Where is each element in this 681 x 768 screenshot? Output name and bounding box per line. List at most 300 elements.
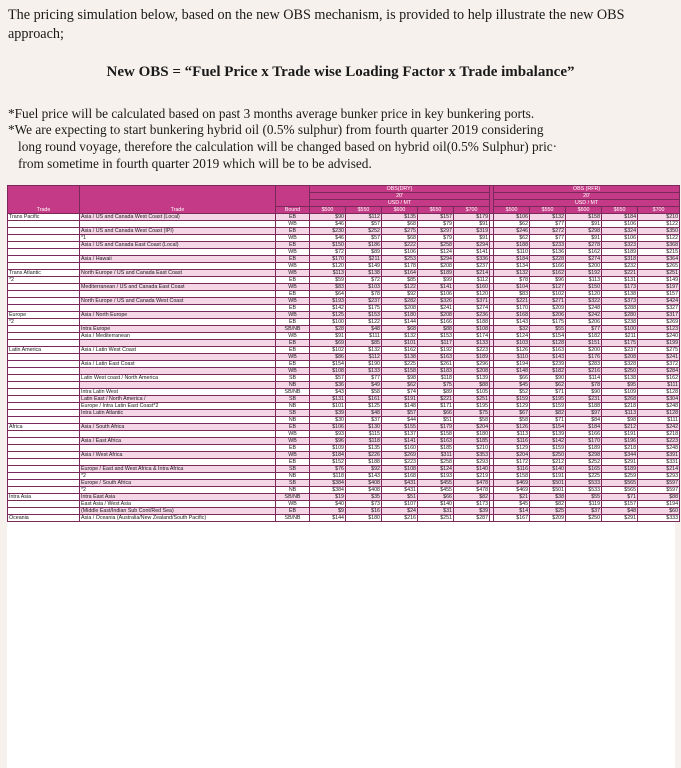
rfr-price-cell: $143 — [530, 354, 566, 361]
rfr-price-cell: $317 — [638, 312, 680, 319]
header-trade-region: Trade — [8, 186, 80, 214]
rfr-price-cell: $138 — [602, 291, 638, 298]
dry-price-cell: $297 — [418, 228, 454, 235]
trade-region-cell — [8, 340, 80, 347]
dry-price-cell: $77 — [346, 375, 382, 382]
rfr-price-cell: $322 — [566, 298, 602, 305]
dry-price-cell: $118 — [346, 438, 382, 445]
dry-price-cell: $287 — [454, 515, 490, 522]
rfr-price-cell: $212 — [602, 424, 638, 431]
rfr-price-cell: $48 — [602, 508, 638, 515]
rfr-price-cell: $533 — [566, 487, 602, 494]
dry-price-cell: $66 — [418, 494, 454, 501]
trade-region-cell: Oceania — [8, 515, 80, 522]
dry-price-cell: $99 — [418, 277, 454, 284]
trade-region-cell: Africa — [8, 424, 80, 431]
trade-region-cell — [8, 396, 80, 403]
rfr-price-cell: $200 — [566, 263, 602, 270]
rfr-price-cell: $323 — [602, 242, 638, 249]
dry-price-cell: $353 — [454, 452, 490, 459]
table-row — [8, 312, 680, 319]
dry-price-cell: $40 — [310, 501, 346, 508]
dry-price-cell: $164 — [382, 270, 418, 277]
dry-price-cell: $158 — [382, 368, 418, 375]
trade-region-cell: Intra Asia — [8, 494, 80, 501]
dry-price-cell: $261 — [418, 361, 454, 368]
table-row — [8, 431, 680, 438]
trade-lane-cell: Europe / South Africa — [80, 480, 276, 487]
dry-price-cell: $125 — [310, 312, 346, 319]
rfr-price-cell: $170 — [566, 438, 602, 445]
trade-lane-cell: Intra Latin Atlantic — [80, 410, 276, 417]
rfr-price-cell: $214 — [638, 466, 680, 473]
dry-price-cell: $192 — [418, 347, 454, 354]
dry-price-cell: $251 — [454, 396, 490, 403]
dry-price-cell: $106 — [418, 291, 454, 298]
rfr-price-cell: $157 — [602, 501, 638, 508]
table-row — [8, 494, 680, 501]
rfr-price-cell: $250 — [566, 515, 602, 522]
rfr-price-cell: $565 — [602, 487, 638, 494]
dry-price-cell: $294 — [418, 256, 454, 263]
rfr-price-cell: $45 — [494, 382, 530, 389]
rfr-price-cell: $170 — [494, 305, 530, 312]
rfr-price-cell: $128 — [638, 410, 680, 417]
table-row — [8, 242, 680, 249]
rfr-price-cell: $98 — [602, 417, 638, 424]
trade-lane-cell: Asia / West Africa — [80, 452, 276, 459]
rfr-price-cell: $166 — [530, 263, 566, 270]
dry-price-cell: $226 — [346, 452, 382, 459]
rfr-price-cell: $154 — [530, 333, 566, 340]
rfr-price-cell: $162 — [566, 249, 602, 256]
rfr-price-cell: $88 — [638, 494, 680, 501]
rfr-price-cell: $37 — [566, 508, 602, 515]
rfr-price-cell: $288 — [602, 305, 638, 312]
rfr-price-cell: $188 — [494, 242, 530, 249]
rfr-price-cell: $372 — [638, 361, 680, 368]
dry-price-cell: $163 — [418, 438, 454, 445]
dry-price-cell: $138 — [346, 270, 382, 277]
table-row — [8, 375, 680, 382]
rfr-price-cell: $218 — [602, 445, 638, 452]
trade-lane-cell: North Europe / US and Canada West Coast — [80, 298, 276, 305]
trade-lane-cell: Europe / Intra Latin East Coast*2 — [80, 403, 276, 410]
rfr-price-cell: $333 — [638, 515, 680, 522]
dry-price-cell: $160 — [454, 284, 490, 291]
table-row — [8, 354, 680, 361]
rfr-price-cell: $113 — [494, 431, 530, 438]
dry-price-cell: $140 — [418, 501, 454, 508]
dry-price-cell: $89 — [418, 389, 454, 396]
dry-price-cell: $222 — [382, 242, 418, 249]
trade-region-cell — [8, 431, 80, 438]
dry-price-cell: $118 — [418, 375, 454, 382]
dry-price-cell: $141 — [454, 249, 490, 256]
dry-price-cell: $161 — [346, 396, 382, 403]
rfr-price-cell: $248 — [566, 305, 602, 312]
rfr-price-cell: $100 — [602, 326, 638, 333]
rfr-price-cell: $246 — [494, 228, 530, 235]
bound-cell: NB — [276, 417, 310, 424]
table-row — [8, 326, 680, 333]
dry-price-cell: $91 — [454, 235, 490, 242]
dry-price-cell: $93 — [310, 431, 346, 438]
dry-price-cell: $75 — [418, 382, 454, 389]
dry-price-cell: $157 — [418, 214, 454, 221]
dry-price-cell: $195 — [454, 403, 490, 410]
table-row — [8, 382, 680, 389]
trade-region-cell — [8, 242, 80, 249]
bound-cell: EB — [276, 277, 310, 284]
dry-price-cell: $216 — [382, 515, 418, 522]
rfr-price-cell: $233 — [530, 242, 566, 249]
rfr-price-cell: $232 — [602, 263, 638, 270]
dry-price-cell: $455 — [418, 487, 454, 494]
dry-price-cell: $39 — [310, 410, 346, 417]
rfr-price-cell: $501 — [530, 487, 566, 494]
dry-price-cell: $117 — [418, 340, 454, 347]
dry-price-cell: $124 — [418, 249, 454, 256]
rfr-price-cell: $265 — [638, 263, 680, 270]
table-row — [8, 368, 680, 375]
trade-region-cell: *2 — [8, 319, 80, 326]
dry-price-cell: $223 — [382, 459, 418, 466]
dry-price-cell: $74 — [382, 389, 418, 396]
trade-region-cell — [8, 333, 80, 340]
dry-price-cell: $155 — [382, 424, 418, 431]
rfr-price-cell: $113 — [602, 410, 638, 417]
rfr-price-cell: $184 — [566, 424, 602, 431]
dry-price-cell: $76 — [310, 466, 346, 473]
rfr-price-cell: $271 — [530, 298, 566, 305]
dry-price-cell: $179 — [418, 424, 454, 431]
dry-price-cell: $135 — [346, 445, 382, 452]
rfr-price-cell: $221 — [494, 298, 530, 305]
dry-price-cell: $141 — [418, 284, 454, 291]
dry-price-cell: $408 — [346, 480, 382, 487]
dry-price-cell: $112 — [346, 214, 382, 221]
rfr-price-cell: $212 — [530, 459, 566, 466]
table-row — [8, 249, 680, 256]
dry-price-cell: $237 — [454, 263, 490, 270]
trade-lane-cell: *1 — [80, 235, 276, 242]
rfr-price-cell: $128 — [638, 389, 680, 396]
trade-region-cell — [8, 487, 80, 494]
trade-region-cell: Europe — [8, 312, 80, 319]
bound-cell: WB — [276, 284, 310, 291]
dry-price-cell: $135 — [382, 214, 418, 221]
dry-price-cell: $179 — [454, 214, 490, 221]
bound-cell: WB — [276, 312, 310, 319]
rfr-price-cell: $126 — [494, 424, 530, 431]
rfr-price-cell: $251 — [638, 270, 680, 277]
rfr-price-cell: $91 — [566, 221, 602, 228]
note-hybrid-oil-3: from sometime in fourth quarter 2019 which will be to be advised. — [18, 156, 372, 171]
trade-region-cell — [8, 221, 80, 228]
rfr-price-cell: $241 — [638, 354, 680, 361]
dry-price-cell: $258 — [418, 459, 454, 466]
rfr-price-cell: $84 — [566, 417, 602, 424]
trade-region-cell — [8, 508, 80, 515]
dry-price-cell: $106 — [310, 424, 346, 431]
rfr-price-cell: $221 — [602, 270, 638, 277]
header-trade: Trade — [80, 186, 276, 214]
trade-lane-cell: Intra East Asia — [80, 494, 276, 501]
rfr-price-cell: $55 — [566, 494, 602, 501]
rfr-price-cell: $62 — [494, 235, 530, 242]
dry-price-cell: $111 — [346, 333, 382, 340]
bound-cell: SB — [276, 410, 310, 417]
dry-price-cell: $237 — [346, 298, 382, 305]
bound-cell: SB/NB — [276, 389, 310, 396]
rfr-price-cell: $154 — [530, 424, 566, 431]
trade-lane-cell: Asia / Latin East Coast — [80, 361, 276, 368]
dry-price-cell: $113 — [310, 270, 346, 277]
rfr-price-cell: $194 — [638, 501, 680, 508]
rfr-price-cell: $304 — [638, 396, 680, 403]
dry-price-cell: $153 — [418, 333, 454, 340]
trade-region-cell — [8, 438, 80, 445]
dry-price-cell: $78 — [346, 291, 382, 298]
dry-price-cell: $72 — [346, 277, 382, 284]
table-row — [8, 403, 680, 410]
rfr-price-cell: $272 — [530, 228, 566, 235]
table-row — [8, 459, 680, 466]
rfr-price-cell: $469 — [494, 487, 530, 494]
header-price-dry-2: $600 — [382, 207, 418, 214]
rfr-price-cell: $82 — [530, 410, 566, 417]
rfr-price-cell: $216 — [566, 368, 602, 375]
dry-price-cell: $210 — [454, 445, 490, 452]
dry-price-cell: $122 — [346, 319, 382, 326]
table-body — [8, 214, 680, 522]
rfr-price-cell: $25 — [530, 508, 566, 515]
dry-price-cell: $282 — [382, 298, 418, 305]
dry-price-cell: $122 — [382, 284, 418, 291]
dry-price-cell: $241 — [418, 305, 454, 312]
dry-price-cell: $90 — [310, 214, 346, 221]
dry-price-cell: $163 — [418, 354, 454, 361]
rfr-price-cell: $197 — [638, 284, 680, 291]
rfr-price-cell: $113 — [566, 277, 602, 284]
rfr-price-cell: $38 — [530, 494, 566, 501]
table-row — [8, 389, 680, 396]
table-header — [8, 186, 680, 214]
rfr-price-cell: $136 — [530, 249, 566, 256]
table-row — [8, 256, 680, 263]
dry-price-cell: $48 — [346, 326, 382, 333]
trade-region-cell — [8, 284, 80, 291]
note-hybrid-oil-1: *We are expecting to start bunkering hybrid oil (0.5% sulphur) from fourth quarter 2019 considering — [8, 122, 544, 137]
dry-price-cell: $108 — [382, 466, 418, 473]
rfr-price-cell: $120 — [566, 291, 602, 298]
trade-lane-cell: (Middle East/Indian Sub Cont/Red Sea) — [80, 508, 276, 515]
bound-cell: SB — [276, 480, 310, 487]
dry-price-cell: $236 — [454, 312, 490, 319]
dry-price-cell: $166 — [418, 319, 454, 326]
table-row — [8, 424, 680, 431]
bound-cell: SB — [276, 466, 310, 473]
dry-price-cell: $112 — [346, 354, 382, 361]
dry-price-cell: $16 — [346, 508, 382, 515]
table-row — [8, 270, 680, 277]
bound-cell: SB/NB — [276, 326, 310, 333]
dry-price-cell: $64 — [310, 291, 346, 298]
dry-price-cell: $43 — [310, 389, 346, 396]
trade-lane-cell: Asia / Mediterranean — [80, 333, 276, 340]
dry-price-cell: $109 — [310, 445, 346, 452]
dry-price-cell: $144 — [310, 515, 346, 522]
dry-price-cell: $150 — [310, 242, 346, 249]
dry-price-cell: $120 — [310, 263, 346, 270]
dry-price-cell: $124 — [418, 466, 454, 473]
trade-lane-cell — [80, 459, 276, 466]
dry-price-cell: $208 — [382, 305, 418, 312]
trade-region-cell — [8, 445, 80, 452]
rfr-price-cell: $58 — [494, 417, 530, 424]
rfr-price-cell: $111 — [638, 382, 680, 389]
rfr-price-cell: $142 — [530, 438, 566, 445]
rfr-price-cell: $67 — [494, 410, 530, 417]
rfr-price-cell: $280 — [602, 312, 638, 319]
rfr-price-cell: $223 — [638, 438, 680, 445]
trade-region-cell — [8, 501, 80, 508]
dry-price-cell: $230 — [310, 228, 346, 235]
dry-price-cell: $311 — [418, 452, 454, 459]
trade-lane-cell — [80, 417, 276, 424]
obs-formula: New OBS = “Fuel Price x Trade wise Loading Factor x Trade imbalance” — [106, 64, 575, 80]
dry-price-cell: $36 — [310, 382, 346, 389]
trade-lane-cell: Asia / Oceania (Australia/New Zealand/South Pacific) — [80, 515, 276, 522]
table-row — [8, 340, 680, 347]
header-obs-dry: OBS(DRY) — [310, 186, 490, 193]
rfr-price-cell: $129 — [494, 403, 530, 410]
dry-price-cell: $186 — [346, 242, 382, 249]
bound-cell: EB — [276, 340, 310, 347]
rfr-price-cell: $21 — [494, 494, 530, 501]
rfr-price-cell: $278 — [566, 242, 602, 249]
bound-cell: EB — [276, 347, 310, 354]
dry-price-cell: $57 — [346, 221, 382, 228]
dry-price-cell: $103 — [346, 284, 382, 291]
table-row — [8, 417, 680, 424]
rfr-price-cell: $132 — [494, 270, 530, 277]
rfr-price-cell: $111 — [638, 417, 680, 424]
dry-price-cell: $251 — [418, 515, 454, 522]
rfr-price-cell: $237 — [602, 347, 638, 354]
rfr-price-cell: $242 — [638, 424, 680, 431]
dry-price-cell: $211 — [346, 256, 382, 263]
dry-price-cell: $174 — [454, 333, 490, 340]
rfr-price-cell: $168 — [494, 312, 530, 319]
rfr-price-cell: $90 — [530, 375, 566, 382]
bound-cell: WB — [276, 249, 310, 256]
dry-price-cell: $58 — [346, 389, 382, 396]
dry-price-cell: $132 — [382, 333, 418, 340]
trade-lane-cell: *2 — [80, 487, 276, 494]
rfr-price-cell: $150 — [566, 284, 602, 291]
rfr-price-cell: $158 — [494, 473, 530, 480]
bound-cell: SB/NB — [276, 494, 310, 501]
rfr-price-cell: $250 — [530, 452, 566, 459]
rfr-price-cell: $218 — [602, 403, 638, 410]
rfr-price-cell: $248 — [638, 445, 680, 452]
bound-cell: WB — [276, 431, 310, 438]
trade-region-cell: *2 — [8, 277, 80, 284]
header-price-rfr-4: $700 — [638, 207, 680, 214]
obs-pricing-table — [7, 185, 680, 522]
rfr-price-cell: $252 — [566, 459, 602, 466]
dry-price-cell: $118 — [310, 473, 346, 480]
rfr-price-cell: $240 — [638, 333, 680, 340]
table-row — [8, 284, 680, 291]
dry-price-cell: $68 — [382, 221, 418, 228]
trade-region-cell — [8, 375, 80, 382]
rfr-price-cell: $157 — [638, 291, 680, 298]
bound-cell: EB — [276, 445, 310, 452]
trade-region-cell — [8, 417, 80, 424]
dry-price-cell: $138 — [382, 354, 418, 361]
bound-cell: EB — [276, 424, 310, 431]
dry-price-cell: $51 — [418, 417, 454, 424]
dry-price-cell: $57 — [346, 235, 382, 242]
rfr-price-cell: $200 — [566, 347, 602, 354]
trade-lane-cell: Intra Latin West — [80, 389, 276, 396]
rfr-price-cell: $104 — [494, 284, 530, 291]
bound-cell: WB — [276, 263, 310, 270]
dry-price-cell: $46 — [310, 221, 346, 228]
table-row — [8, 228, 680, 235]
bound-cell: WB — [276, 354, 310, 361]
table-row — [8, 480, 680, 487]
bound-cell: SB — [276, 396, 310, 403]
rfr-price-cell: $328 — [602, 361, 638, 368]
bound-cell: WB — [276, 235, 310, 242]
rfr-price-cell: $331 — [638, 459, 680, 466]
trade-lane-cell — [80, 382, 276, 389]
rfr-price-cell: $166 — [566, 431, 602, 438]
dry-price-cell: $319 — [454, 228, 490, 235]
dry-price-cell: $30 — [310, 417, 346, 424]
header-price-dry-1: $550 — [346, 207, 382, 214]
rfr-price-cell: $239 — [530, 361, 566, 368]
dry-price-cell: $46 — [310, 235, 346, 242]
dry-price-cell: $131 — [310, 396, 346, 403]
table-row — [8, 445, 680, 452]
rfr-price-cell: $291 — [602, 459, 638, 466]
header-price-rfr-1: $550 — [530, 207, 566, 214]
rfr-price-cell: $71 — [602, 494, 638, 501]
dry-price-cell: $101 — [382, 340, 418, 347]
dry-price-cell: $168 — [382, 473, 418, 480]
bound-cell: EB — [276, 361, 310, 368]
bound-cell: EB — [276, 242, 310, 249]
dry-price-cell: $57 — [382, 410, 418, 417]
rfr-price-cell: $116 — [494, 466, 530, 473]
dry-price-cell: $252 — [346, 228, 382, 235]
rfr-price-cell: $129 — [494, 445, 530, 452]
trade-region-cell — [8, 235, 80, 242]
rfr-price-cell: $158 — [566, 214, 602, 221]
intro-section — [0, 0, 681, 182]
table-row — [8, 452, 680, 459]
rfr-price-cell: $368 — [638, 242, 680, 249]
rfr-price-cell: $298 — [566, 452, 602, 459]
rfr-price-cell: $344 — [602, 452, 638, 459]
bound-cell: WB — [276, 333, 310, 340]
rfr-price-cell: $90 — [566, 389, 602, 396]
